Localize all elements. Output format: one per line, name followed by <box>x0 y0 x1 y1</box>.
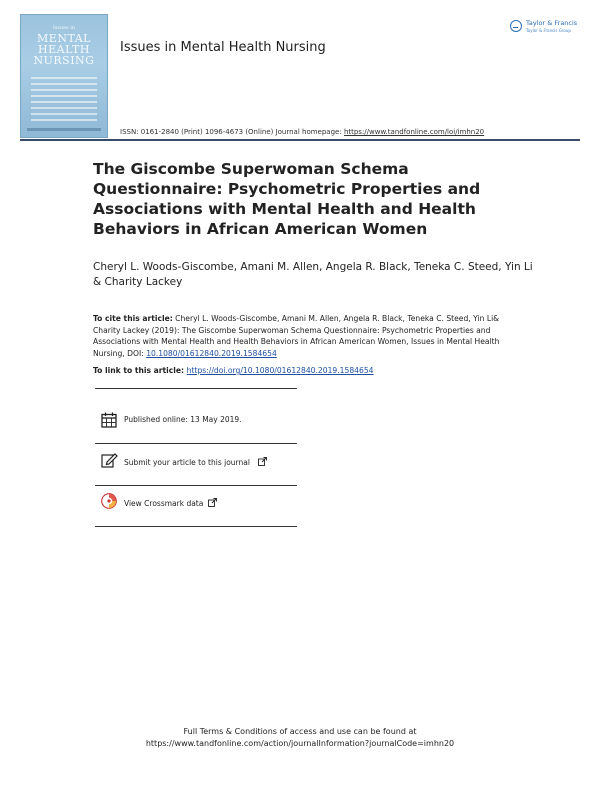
article-link-label: To link to this article: <box>93 366 187 375</box>
publisher-name: Taylor & Francis <box>526 19 578 27</box>
external-link-icon <box>258 457 267 466</box>
crossmark-link[interactable]: View Crossmark data <box>124 499 204 508</box>
crossmark-icon <box>101 493 117 509</box>
issn-text: ISSN: 0161-2840 (Print) 1096-4673 (Online) Journal homepage: <box>120 128 344 136</box>
published-date: Published online: 13 May 2019. <box>124 415 242 424</box>
footer-url[interactable]: https://www.tandfonline.com/action/journalInformation?journalCode=imhn20 <box>145 739 455 748</box>
header-divider <box>20 139 580 141</box>
cover-title-line: NURSING <box>33 54 95 67</box>
external-link-icon <box>208 498 217 507</box>
article-link-line <box>93 366 373 375</box>
journal-title[interactable]: Issues in Mental Health Nursing <box>120 40 326 55</box>
journal-cover-image <box>20 14 108 138</box>
footer-terms: Full Terms & Conditions of access and use can be found at <box>183 727 417 736</box>
issn-line <box>120 128 484 136</box>
publisher-subname: Taylor & Francis Group <box>526 28 571 33</box>
edit-icon <box>101 452 118 468</box>
submit-article-link[interactable]: Submit your article to this journal <box>124 458 250 467</box>
info-divider <box>95 485 297 486</box>
cover-title-line: HEALTH <box>38 43 90 56</box>
article-title: The Giscombe Superwoman Schema Questionnaire: Psychometric Properties and Associations with Mental Health and Health Behaviors in African American Women <box>93 160 481 238</box>
cover-title <box>21 33 107 66</box>
cover-title-line: MENTAL <box>37 32 91 45</box>
publisher-logo[interactable] <box>510 18 586 38</box>
citation-label: To cite this article: <box>93 314 173 323</box>
article-doi-url[interactable]: https://doi.org/10.1080/01612840.2019.1584654 <box>186 366 374 375</box>
authors: Cheryl L. Woods-Giscombe, Amani M. Allen, Angela R. Black, Teneka C. Steed, Yin Li & Charity Lackey <box>93 261 533 288</box>
publisher-logo-icon <box>510 20 522 32</box>
info-divider <box>95 443 297 444</box>
cover-small-text: Issues in <box>52 25 76 31</box>
journal-homepage-link[interactable]: https://www.tandfonline.com/loi/imhn20 <box>343 128 485 136</box>
calendar-icon <box>101 412 117 428</box>
info-divider <box>95 526 297 527</box>
doi-link[interactable]: 10.1080/01612840.2019.1584654 <box>146 348 277 358</box>
citation-block <box>93 313 513 359</box>
citation-text: Cheryl L. Woods-Giscombe, Amani M. Allen, Angela R. Black, Teneka C. Steed, Yin Li& Charity Lackey (2019): The Giscombe Superwoman Schema Questionnaire: Psychometric Properties and Associations with Mental Health and Health Behaviors in African American Women, Issues in Mental Health Nursing, DOI: <box>93 314 500 358</box>
cover-footer-bar <box>27 128 101 131</box>
cover-decoration <box>31 77 97 125</box>
info-divider-top <box>95 388 297 389</box>
